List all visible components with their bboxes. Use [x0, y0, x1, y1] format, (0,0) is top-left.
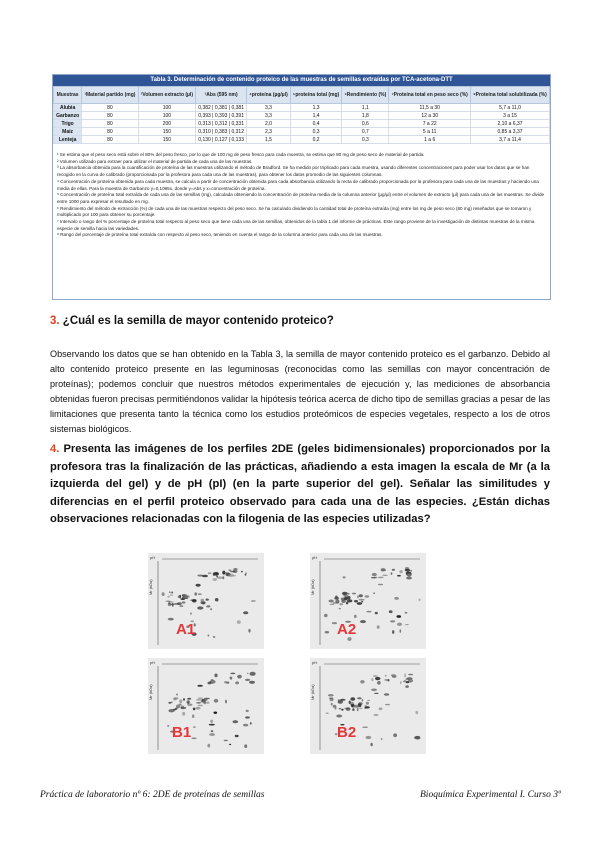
gel-spot	[335, 706, 337, 710]
gel-spot	[245, 572, 247, 574]
table-note: ² Volumen utilizado para extraer para utilizar el material de partida de cada una de las muestras.	[57, 158, 253, 164]
gel-spot	[198, 705, 203, 707]
gel-spot	[362, 699, 364, 702]
gel-spot	[215, 573, 219, 575]
gel-spot	[359, 599, 365, 601]
gel-spot	[394, 597, 399, 600]
gel-spot	[209, 733, 215, 736]
gel-spot	[168, 618, 174, 621]
gel-spot	[367, 700, 370, 701]
gel-spot	[211, 730, 214, 732]
gel-spot	[173, 698, 176, 701]
gel-spot	[385, 704, 390, 705]
table-note: ⁷ Intervalo o rango del % porcentaje de proteína total respecto al peso seco que tiene cada una de las semillas, obtenidos de la tabla 1 del informe de prácticas. Este rango proviene de la investigación de distintas muestras de la misma especie de semilla hacia las variedades.	[57, 219, 535, 231]
gel-spot	[377, 625, 380, 629]
gel-spot	[244, 744, 247, 748]
gel-spot	[362, 727, 368, 728]
gel-spot	[371, 689, 377, 692]
ph-axis-label: pH	[312, 660, 318, 665]
gel-spot	[250, 722, 252, 724]
table-cell: 200	[138, 120, 196, 128]
gel-spot	[171, 592, 173, 594]
gel-spot	[405, 612, 408, 614]
gel-spot	[251, 600, 256, 602]
gel-spot	[371, 678, 373, 681]
question-4	[50, 441, 550, 529]
col-header: Muestras	[54, 87, 82, 104]
question-text: ¿Cuál es la semilla de mayor contenido proteico?	[62, 315, 334, 327]
table-cell: 5 a 11	[389, 128, 471, 136]
gel-label-a1: A1	[176, 621, 196, 638]
question-3	[50, 315, 334, 327]
gel-spot	[346, 593, 350, 595]
gel-spot	[339, 708, 342, 709]
table-cell: 3 a 15	[471, 112, 550, 120]
gel-spot	[341, 709, 344, 711]
table-cell: 150	[138, 136, 196, 144]
gel-spot	[209, 724, 215, 726]
table-cell: 150	[138, 128, 196, 136]
gel-spot	[206, 702, 210, 704]
gel-spot	[193, 726, 195, 728]
gel-spot	[378, 577, 384, 579]
gel-spot	[391, 674, 397, 676]
gel-image-b2	[310, 658, 426, 754]
gel-spot	[375, 677, 380, 680]
gel-spot	[350, 697, 355, 701]
gel-spot	[196, 584, 201, 587]
gel-spot	[204, 698, 210, 700]
gel-spot	[359, 708, 363, 709]
col-header: ¹Material partido (mg)	[82, 87, 138, 104]
table-cell: 11,5 a 30	[389, 104, 471, 112]
gel-spot	[328, 694, 334, 696]
gel-spot	[192, 599, 197, 602]
gel-spot	[245, 679, 250, 681]
gel-spot	[366, 611, 371, 613]
gel-spot	[410, 570, 412, 572]
table-cell: Garbanzo	[54, 112, 82, 120]
table-figure	[52, 74, 551, 300]
table-title: Tabla 3. Determinación de contenido proteico de las muestras de semillas extraídas por TCA-acetona-DTT	[53, 75, 550, 86]
gel-spot	[366, 702, 369, 705]
gel-spot	[392, 569, 395, 571]
gel-spot	[208, 573, 212, 574]
gel-spot	[250, 672, 256, 676]
gel-spot	[343, 595, 348, 597]
gel-spot	[228, 574, 234, 577]
table-cell: 0,3	[290, 128, 342, 136]
gel-spot	[403, 680, 406, 682]
gel-spot	[353, 705, 359, 708]
col-header: ⁵proteína total (mg)	[290, 87, 342, 104]
gel-spot	[366, 736, 372, 739]
gel-spot	[346, 602, 348, 605]
gel-spot	[179, 699, 182, 703]
table-cell: 100	[138, 104, 196, 112]
gel-spot	[187, 704, 192, 706]
ph-axis-label: pH	[150, 555, 156, 560]
gel-spot	[391, 572, 393, 575]
gel-spot	[324, 614, 328, 618]
gel-spot	[175, 708, 178, 710]
gel-spot	[184, 595, 190, 598]
gel-spot	[162, 592, 165, 596]
col-header: ⁶Rendimiento (%)	[342, 87, 389, 104]
table-cell: 0,3	[342, 136, 389, 144]
table-cell: 0,7	[342, 128, 389, 136]
gel-spot	[241, 571, 243, 573]
table-cell: 2,0	[247, 120, 291, 128]
gel-spot	[374, 714, 379, 716]
gel-spot	[228, 569, 231, 571]
gel-spot	[344, 597, 348, 600]
gel-spot	[361, 601, 363, 603]
gel-spot	[214, 699, 219, 703]
gel-spot	[340, 699, 346, 701]
gel-spot	[418, 599, 420, 602]
table-cell: 0,130 | 0,127 | 0,133	[196, 136, 247, 144]
gel-spot	[373, 592, 375, 594]
gel-spot	[350, 702, 354, 706]
gel-spot	[206, 605, 210, 607]
gel-spot	[390, 620, 395, 622]
gel-spot	[404, 674, 406, 678]
gel-spot	[346, 707, 351, 710]
gel-spot	[400, 629, 402, 633]
gel-spot	[360, 680, 364, 683]
gel-spot	[170, 604, 174, 605]
gel-spot	[187, 698, 191, 700]
gel-spot	[374, 693, 379, 694]
gel-spot	[230, 673, 235, 675]
gel-spot	[198, 594, 202, 595]
gel-spot	[213, 578, 218, 581]
gel-spot	[192, 714, 194, 718]
gel-spot	[202, 575, 208, 577]
gel-spot	[357, 697, 361, 699]
question-number: 4.	[50, 443, 60, 455]
gel-spot	[168, 602, 170, 603]
gel-spot	[210, 720, 213, 723]
table-cell: 3,3	[247, 112, 291, 120]
gel-spot	[400, 681, 402, 684]
col-header: ⁷Proteína total en peso seco (%)	[389, 87, 471, 104]
gel-spot	[202, 699, 208, 701]
table-cell: 1,3	[290, 104, 342, 112]
gel-spot	[377, 681, 381, 685]
table-cell: 1 a 6	[389, 136, 471, 144]
table-cell: 2,10 a 6,37	[471, 120, 550, 128]
col-header: ⁸Proteína total solubilizada (%)	[471, 87, 550, 104]
gel-spot	[170, 594, 174, 595]
answer-3: Observando los datos que se han obtenido en la Tabla 3, la semilla de mayor contenido proteico es el garbanzo. Debido al alto contenido proteico presente en las leguminosas (reconocidas como las semillas con mayor concentración de proteínas); podemos concluir que nuestros métodos experimentales de ejecución y, las mediciones de absorbancia obtenidas fueron precisas permitiéndonos validar la hipótesis teórica acerca de dicho tipo de semillas gracias a pesar de las limitaciones que presenta tanto la técnica como los estudios proteómicos de especies vegetales, respecto a los de otros sistemas biológicos.	[50, 349, 550, 434]
table-cell: 5,7 a 11,0	[471, 104, 550, 112]
gel-spot	[225, 700, 227, 704]
gel-spot	[384, 693, 389, 695]
gel-spot	[397, 575, 401, 577]
gel-spot	[224, 740, 228, 741]
gel-spot	[357, 595, 359, 598]
gel-label-a2: A2	[337, 621, 357, 638]
table-cell: Maíz	[54, 128, 82, 136]
gel-spot	[243, 611, 248, 614]
gel-spot	[235, 681, 239, 684]
gel-spot	[190, 612, 192, 614]
gel-spot	[179, 704, 182, 706]
gel-spot	[215, 598, 219, 601]
mr-axis-label: Mr (kDa)	[310, 684, 315, 700]
gel-spot	[352, 593, 356, 595]
gel-spot	[381, 568, 386, 572]
protein-table	[53, 86, 550, 144]
gel-spot	[197, 685, 202, 687]
gel-spot	[343, 576, 346, 578]
gel-spot	[182, 712, 185, 716]
table-row	[54, 128, 550, 136]
table-note: ³ La absorbancia obtenida para la cuantificación de proteína de las muestras utilizando el método de Bradford. Se ha medido por triplicado para cada muestra, usando diferentes concentraciones para poder usar los datos que se han recogido en la curva de calibrado (proporcionada por la profesora para cada una de las muestras), para obtener los datos promedio de las siguientes columnas.	[57, 165, 530, 178]
gel-spot	[235, 735, 239, 737]
table-cell: 0,4	[290, 120, 342, 128]
gel-spot	[229, 744, 231, 745]
ph-axis-label: pH	[150, 660, 156, 665]
table-cell: 0,2	[290, 136, 342, 144]
gel-spot	[176, 694, 178, 696]
gel-spot	[354, 600, 358, 602]
gel-spot	[193, 708, 196, 711]
gel-spot	[168, 709, 174, 712]
table-cell: 1,4	[290, 112, 342, 120]
gel-spot	[357, 708, 359, 711]
gel-spot	[245, 574, 247, 576]
table-cell: 0,382 | 0,381 | 0,381	[196, 104, 247, 112]
gel-spot	[237, 620, 241, 624]
gel-spot	[370, 743, 372, 747]
gel-spot	[354, 615, 357, 618]
gel-spot	[407, 573, 412, 576]
table-cell: 7 a 22	[389, 120, 471, 128]
gel-spot	[389, 610, 393, 613]
gel-spot	[213, 636, 216, 638]
table-cell: 0,313 | 0,312 | 0,331	[196, 120, 247, 128]
table-note: ⁵ Concentración de proteína total extraída de cada una de las semillas (mg), calculada obteniendo la concentración de proteína media de la columna anterior (µg/µl) entre el volumen de extracto (µl) para cada una de las muestras. Se divide entre 1000 para expresar el resultado en mg.	[57, 192, 545, 204]
gel-spot	[182, 601, 186, 603]
gel-spot	[210, 608, 212, 610]
gel-spot	[339, 603, 343, 605]
gel-spot	[214, 712, 218, 714]
table-cell: 100	[138, 112, 196, 120]
table-cell: 0,393 | 0,393 | 0,391	[196, 112, 247, 120]
gel-spot	[365, 595, 370, 598]
gel-spot	[408, 674, 413, 676]
mr-axis-label: Mr (kDa)	[148, 684, 153, 700]
table-cell: 3,3	[247, 104, 291, 112]
gel-spot	[233, 720, 239, 723]
gel-spot	[415, 711, 418, 714]
gel-spot	[382, 575, 388, 576]
gel-spot	[359, 594, 363, 597]
gel-spot	[326, 713, 329, 714]
col-header: ²Volumen extracto (µl)	[138, 87, 196, 104]
table-row	[54, 120, 550, 128]
gel-spot	[196, 702, 201, 704]
gel-spot	[233, 568, 238, 570]
table-cell: 80	[82, 112, 138, 120]
gel-spot	[393, 733, 397, 737]
gel-spot	[330, 698, 334, 701]
gel-spot	[375, 612, 378, 615]
gel-image-b1	[148, 658, 264, 754]
gel-spot	[329, 600, 334, 603]
gel-spot	[195, 707, 200, 710]
table-cell: 3,7 a 11,4	[471, 136, 550, 144]
gel-spot	[196, 699, 201, 701]
gel-spot	[180, 707, 186, 710]
gel-spot	[214, 674, 217, 678]
gel-spot	[224, 572, 230, 573]
table-cell: 0,85 a 3,37	[471, 128, 550, 136]
gel-spot	[247, 673, 249, 675]
table-row	[54, 112, 550, 120]
table-note: ⁶ Rendimiento del método de extracción (%) de cada una de las muestras respecto del peso seco. Se ha calculado dividiendo la cantidad total de proteína extraída (mg) entre los mg de peso seco (80 mg) reseñados que se tomaron y multiplicado por 100 para obtener su porcentaje.	[57, 205, 532, 218]
gel-spot	[167, 725, 169, 726]
gel-spot	[392, 630, 394, 634]
gel-spot	[406, 577, 412, 580]
table-notes	[57, 152, 547, 239]
gel-spot	[230, 677, 232, 680]
gel-spot	[177, 602, 182, 605]
gel-spot	[384, 679, 389, 680]
table-note: ⁴ Concentración de proteína obtenida para cada muestra, se calcula a partir de concentración obtenida para cada absorbancia utilizando la recta de calibrado proporcionada por la profesora para cada una de las muestras y haciendo una media de ellas. Para la muestra de Garbanzo y=0,1065x, donde y=Abs y x=concentración de proteína.	[57, 178, 539, 191]
gel-spot	[208, 635, 210, 637]
col-header: ⁴proteína (µg/µl)	[247, 87, 291, 104]
gel-spot	[414, 736, 420, 739]
gel-spot	[203, 701, 206, 704]
footer-right: Bioquímica Experimental I. Curso 3º	[420, 790, 561, 800]
table-cell: 12 a 30	[389, 112, 471, 120]
gel-spot	[207, 744, 210, 748]
footer-left: Práctica de laboratorio nº 6: 2DE de proteínas de semillas	[40, 790, 265, 800]
gel-spot	[166, 601, 171, 602]
gel-spot	[243, 724, 248, 727]
table-cell: 80	[82, 128, 138, 136]
gel-spot	[339, 608, 341, 610]
gel-spot	[222, 576, 224, 579]
gel-image-a2	[310, 553, 426, 649]
gel-spot	[197, 606, 203, 609]
gel-spot	[357, 602, 362, 605]
gel-spot	[381, 738, 383, 740]
ph-axis-label: pH	[312, 555, 318, 560]
gel-label-b2: B2	[337, 724, 357, 741]
table-cell: Trigo	[54, 120, 82, 128]
gel-spot	[405, 685, 409, 688]
table-cell: 80	[82, 136, 138, 144]
gel-spot	[191, 738, 196, 739]
table-header-row	[54, 87, 550, 104]
gel-spot	[399, 570, 402, 573]
table-cell: 0,310 | 0,383 | 0,312	[196, 128, 247, 136]
gel-spot	[207, 682, 211, 685]
gel-spot	[187, 701, 189, 703]
table-note: ¹ Se estima que el peso seco está sobre el 80% del peso fresco, por lo que de 100 mg de peso fresco para cada muestra, se estima que 80 mg de peso seco de material de partida.	[57, 152, 425, 157]
gel-spot	[334, 597, 339, 600]
gel-spot	[405, 569, 410, 572]
gel-spot	[201, 599, 205, 603]
question-text: Presenta las imágenes de los perfiles 2DE (geles bidimensionales) proporcionados por la profesora tras la finalización de las prácticas, añadiendo a esta imagen la escala de Mr (a la izquierda del gel) y de pH (pI) (en la parte superior del gel). Señalar las similitudes y diferencias en el perfil proteico observado para cada una de las especies. ¿Están dichas observaciones relacionadas con la filogenia de las especies utilizadas?	[50, 443, 550, 525]
table-cell: 1,1	[342, 104, 389, 112]
question-number: 3.	[50, 315, 60, 327]
gel-spot	[360, 620, 366, 623]
gel-spot	[178, 596, 180, 598]
gel-spot	[246, 710, 249, 712]
table-note: ⁸ Rango del porcentaje de proteína total extraída con respecto al peso seco, teniendo en cuenta el rango de la columna anterior para cada una de las muestras.	[57, 232, 383, 238]
gel-spot	[372, 573, 377, 576]
gel-spot	[169, 591, 171, 593]
gel-spot	[245, 716, 250, 718]
gel-spot	[183, 698, 185, 701]
gel-spot	[237, 675, 242, 679]
gel-spot	[336, 715, 342, 718]
mr-axis-label: Mr (kDa)	[148, 579, 153, 595]
gel-spot	[206, 599, 209, 601]
gel-spot	[378, 584, 383, 585]
table-cell: 2,3	[247, 128, 291, 136]
gel-spot	[385, 675, 387, 677]
table-cell: Lenteja	[54, 136, 82, 144]
gel-spot	[168, 702, 171, 704]
gel-spot	[379, 707, 383, 710]
gel-spot	[397, 615, 402, 618]
gel-spot	[167, 596, 169, 598]
table-cell: 1,8	[342, 112, 389, 120]
gel-spot	[335, 600, 340, 602]
gel-spot	[179, 605, 183, 607]
gel-spot	[216, 576, 218, 578]
gel-spot	[226, 682, 229, 684]
gel-spot	[325, 631, 329, 633]
gel-spot	[371, 577, 376, 578]
gel-spot	[397, 623, 402, 626]
table-row	[54, 136, 550, 144]
table-cell: 80	[82, 104, 138, 112]
table-cell: 0,6	[342, 120, 389, 128]
gel-spot	[248, 629, 250, 633]
gel-spot	[249, 681, 255, 684]
gel-spot	[405, 624, 409, 625]
gel-image-a1	[148, 553, 264, 649]
gel-spot	[406, 677, 412, 679]
gel-spot	[364, 705, 367, 709]
col-header: ³Abs (595 nm)	[196, 87, 247, 104]
gel-spot	[352, 708, 354, 711]
table-cell: 1,5	[247, 136, 291, 144]
table-cell: 80	[82, 120, 138, 128]
gel-spot	[373, 675, 378, 677]
mr-axis-label: Mr (kDa)	[310, 579, 315, 595]
gel-spot	[331, 703, 333, 706]
table-cell: Alubia	[54, 104, 82, 112]
gel-spot	[330, 604, 335, 605]
table-row	[54, 104, 550, 112]
gel-label-b1: B1	[172, 724, 192, 741]
gel-spot	[194, 592, 197, 595]
